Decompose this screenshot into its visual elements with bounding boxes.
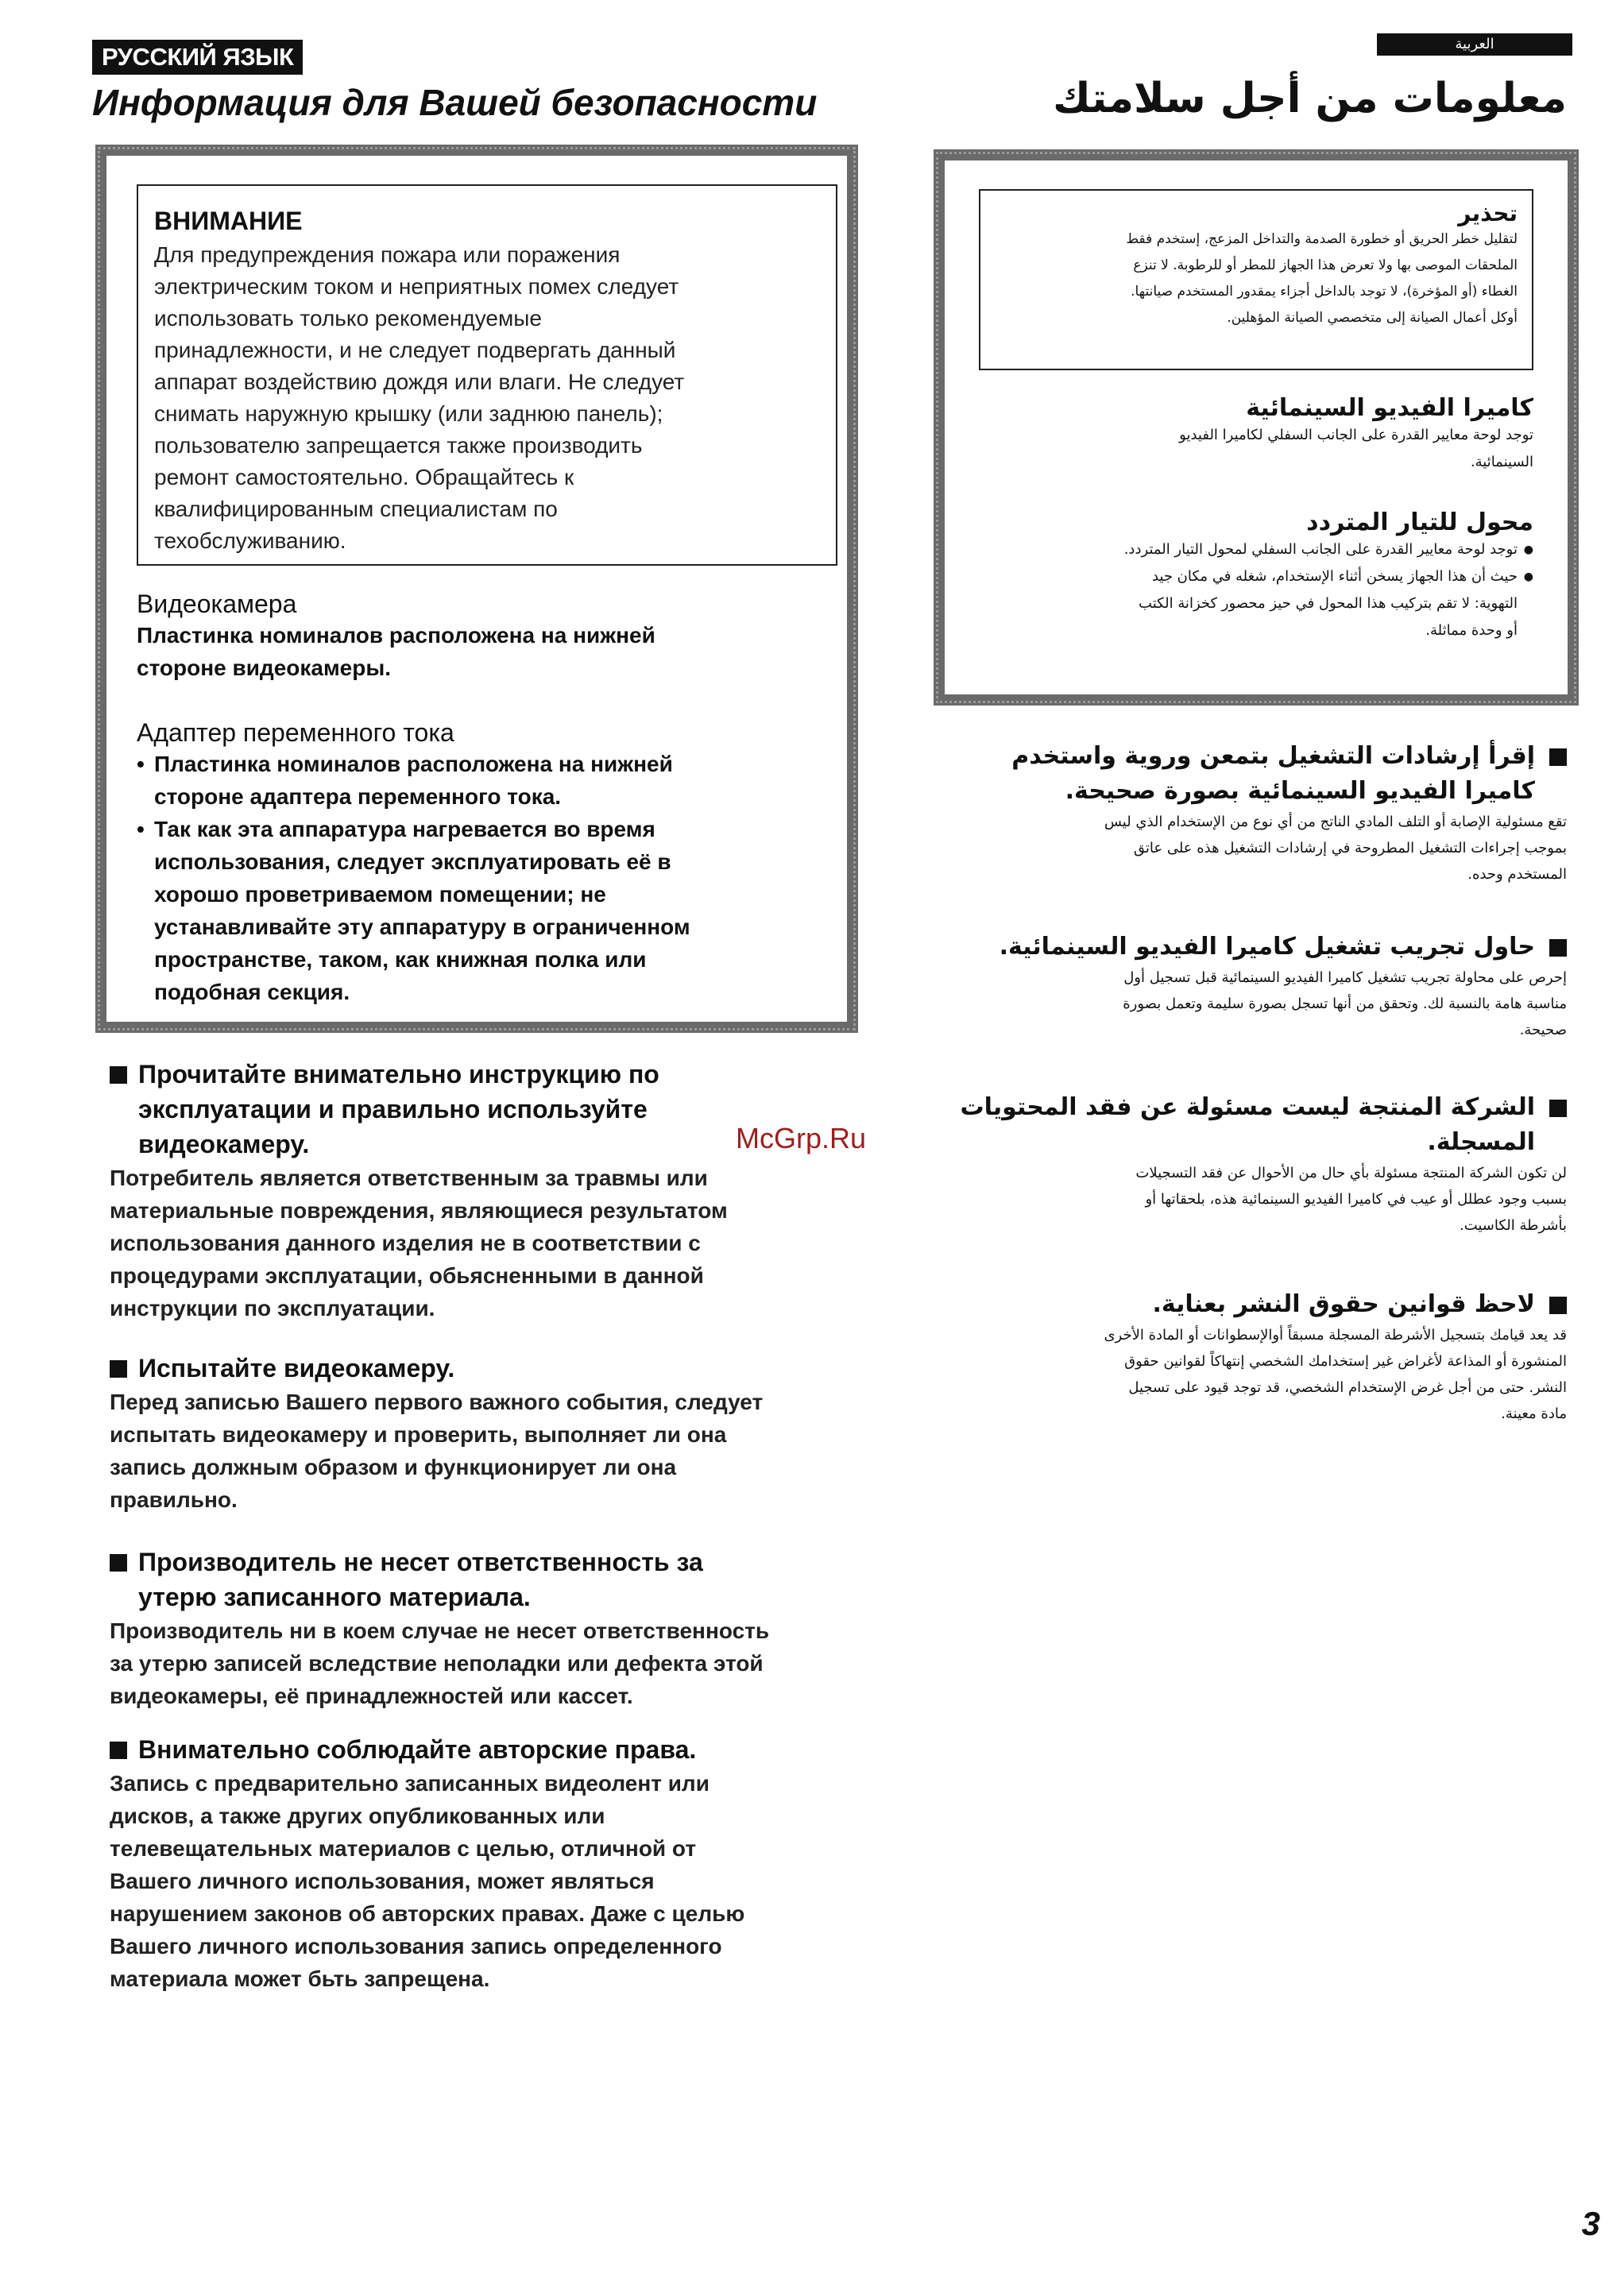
section-body: لن تكون الشركة المنتجة مسئولة بأي حال من الأحوال عن فقد التسجيلات بسبب وجود عطلل أو عيب في كاميرا الفيديو السينمائية هذه، بلحقاتها أو بأشرطة الكاسيت. [1135,1165,1567,1234]
adapter-list [137,748,836,1008]
page-number: 3 [1581,2205,1600,2242]
section-body: Производитель ни в коем случае не несет ответственность за утерю записей вследствие неполадки или дефекта этой видеокамеры, её принадлежностей или кассет. [110,1618,770,1708]
adapter-list [977,536,1533,644]
camera-text: Пластинка номиналов расположена на нижней стороне видеокамеры. [137,623,655,680]
bullet-square-icon [1549,939,1567,957]
section-body: قد يعد قيامك بتسجيل الأشرطة المسجلة مسبقاً أوالإسطوانات أو المادة الأخرى المنشورة أو المذاعة لأغراض غير إستخدامك الشخصي إنتهاكاً لقوانين حقوق النشر. حتى من أجل غرض الإستخدام الشخصي، قد توجد قيود على تسجيل مادة معينة. [1104,1327,1567,1422]
section-heading: Прочитайте внимательно инструкцию по эксплуатации и правильно используйте видеокамеру. [110,1057,872,1162]
arabic-section-read-instructions [915,739,1567,887]
section-body: Перед записью Вашего первого важного события, следует испытать видеокамеру и проверить, выполняет ли она запись должным образом и функционирует ли она правильно. [110,1390,764,1512]
list-item: ● توجد لوحة معايير القدرة على الجانب السفلي لمحول التيار المتردد. [977,536,1533,563]
arabic-section-liability [915,1090,1567,1239]
list-item: • Пластинка номиналов расположена на нижней стороне адаптера переменного тока. [137,748,836,813]
bullet-square-icon [1549,748,1567,766]
warning-text: Для предупреждения пожара или поражения электрическим током и неприятных помех следует использовать только рекомендуемые принадлежности, и не следует подвергать данный аппарат воздействию дождя или влаги. Не следует снимать наружную крышку (или заднюю панель); пользователю запрещается также производить ремонт самостоятельно. Обращайтесь к квалифицированным специалистам по техобслуживанию. [154,242,685,553]
arabic-warning-box [979,189,1533,370]
bullet-square-icon [1549,1297,1567,1314]
russian-section-liability [110,1545,872,1712]
page-title-arabic: معلومات من أجل سلامتك [1053,75,1567,122]
bullet-square-icon [110,1554,127,1572]
warning-title: تحذير [1458,200,1518,226]
russian-section-copyright [110,1732,872,1995]
russian-section-test-camera [110,1351,872,1516]
arabic-camera-section [977,394,1533,476]
bullet-square-icon [110,1742,127,1759]
arabic-section-test-camera [915,930,1567,1043]
section-body: Запись с предварительно записанных видеолент или дисков, а также других опубликованных или телевещательных материалов с целью, отличной от Вашего личного использования, может являться нарушением законов об авторских правах. Даже с целью Вашего личного использования запись определенного материала может бьть запрещена. [110,1771,745,1991]
page-title-russian: Информация для Вашей безопасности [92,82,818,123]
language-tag-arabic: العربية [1377,33,1572,56]
section-body: تقع مسئولية الإصابة أو التلف المادي الناتج من أي نوع من الإستخدام الذي ليس بموجب إجراءات التشغيل المطروحة في إرشادات التشغيل هذه على عاتق المستخدم وحده. [1104,814,1567,883]
russian-camera-section [137,590,836,684]
watermark: McGrp.Ru [736,1122,867,1154]
russian-adapter-section [137,718,836,1008]
arabic-adapter-section [977,508,1533,644]
list-item: • Так как эта аппаратура нагревается во время использования, следует эксплуатировать её в хорошо проветриваемом помещении; не устанавливайте эту аппаратуру в ограниченном пространстве, таком, как книжная полка или подобная секция. [137,813,836,1008]
camera-subtitle: كاميرا الفيديو السينمائية [1246,394,1533,422]
section-heading: لاحظ قوانين حقوق النشر بعناية. [915,1287,1567,1322]
list-item: ● حيث أن هذا الجهاز يسخن أثناء الإستخدام، شغله في مكان جيد التهوية: لا تقم بتركيب هذا المحول في حيز محصور كخزانة الكتب أو وحدة مماثلة. [977,563,1533,644]
bullet-square-icon [110,1360,127,1378]
camera-text: توجد لوحة معايير القدرة على الجانب السفلي لكاميرا الفيديو السينمائية. [1179,427,1533,470]
section-heading: Испытайте видеокамеру. [110,1351,872,1386]
adapter-subtitle: محول للتيار المتردد [1306,508,1533,536]
warning-title: ВНИМАНИЕ [154,207,303,235]
language-tag-russian: РУССКИЙ ЯЗЫК [92,40,303,75]
section-heading: Производитель не несет ответственность за утерю записанного материала. [110,1545,872,1614]
section-heading: إقرأ إرشادات التشغيل بتمعن وروية واستخدم كاميرا الفيديو السينمائية بصورة صحيحة. [915,739,1567,809]
bullet-square-icon [110,1066,127,1084]
warning-text: لتقليل خطر الحريق أو خطورة الصدمة والتداخل المزعج، إستخدم فقط الملحقات الموصى بها ولا تعرض هذا الجهاز للمطر أو للرطوبة. لا تنزع الغطاء (أو المؤخرة)، لا توجد بالداخل أجزاء يمقدور المستخدم صيانتها. أوكل أعمال الصيانة إلى متخصصي الصيانة المؤهلين. [1126,231,1518,326]
russian-section-read-instructions [110,1057,872,1324]
section-body: Потребитель является ответственным за травмы или материальные повреждения, являющиеся результатом использования данного изделия не в соответствии с процедурами эксплуатации, обьясненными в данной инструкции по эксплуатации. [110,1166,728,1320]
camera-subtitle: Видеокамера [137,590,297,618]
section-body: إحرص على محاولة تجريب تشغيل كاميرا الفيديو السينمائية قبل تسجيل أول مناسبة هامة بالنسبة لك. وتحقق من أنها تسجل بصورة سليمة وتعمل بصورة صحيحة. [1123,969,1567,1038]
section-heading: الشركة المنتجة ليست مسئولة عن فقد المحتويات المسجلة. [915,1090,1567,1160]
arabic-section-copyright [915,1287,1567,1427]
russian-warning-box [137,184,837,566]
adapter-subtitle: Адаптер переменного тока [137,718,454,747]
section-heading: Внимательно соблюдайте авторские права. [110,1732,872,1767]
bullet-square-icon [1549,1100,1567,1117]
section-heading: حاول تجريب تشغيل كاميرا الفيديو السينمائية. [915,930,1567,965]
